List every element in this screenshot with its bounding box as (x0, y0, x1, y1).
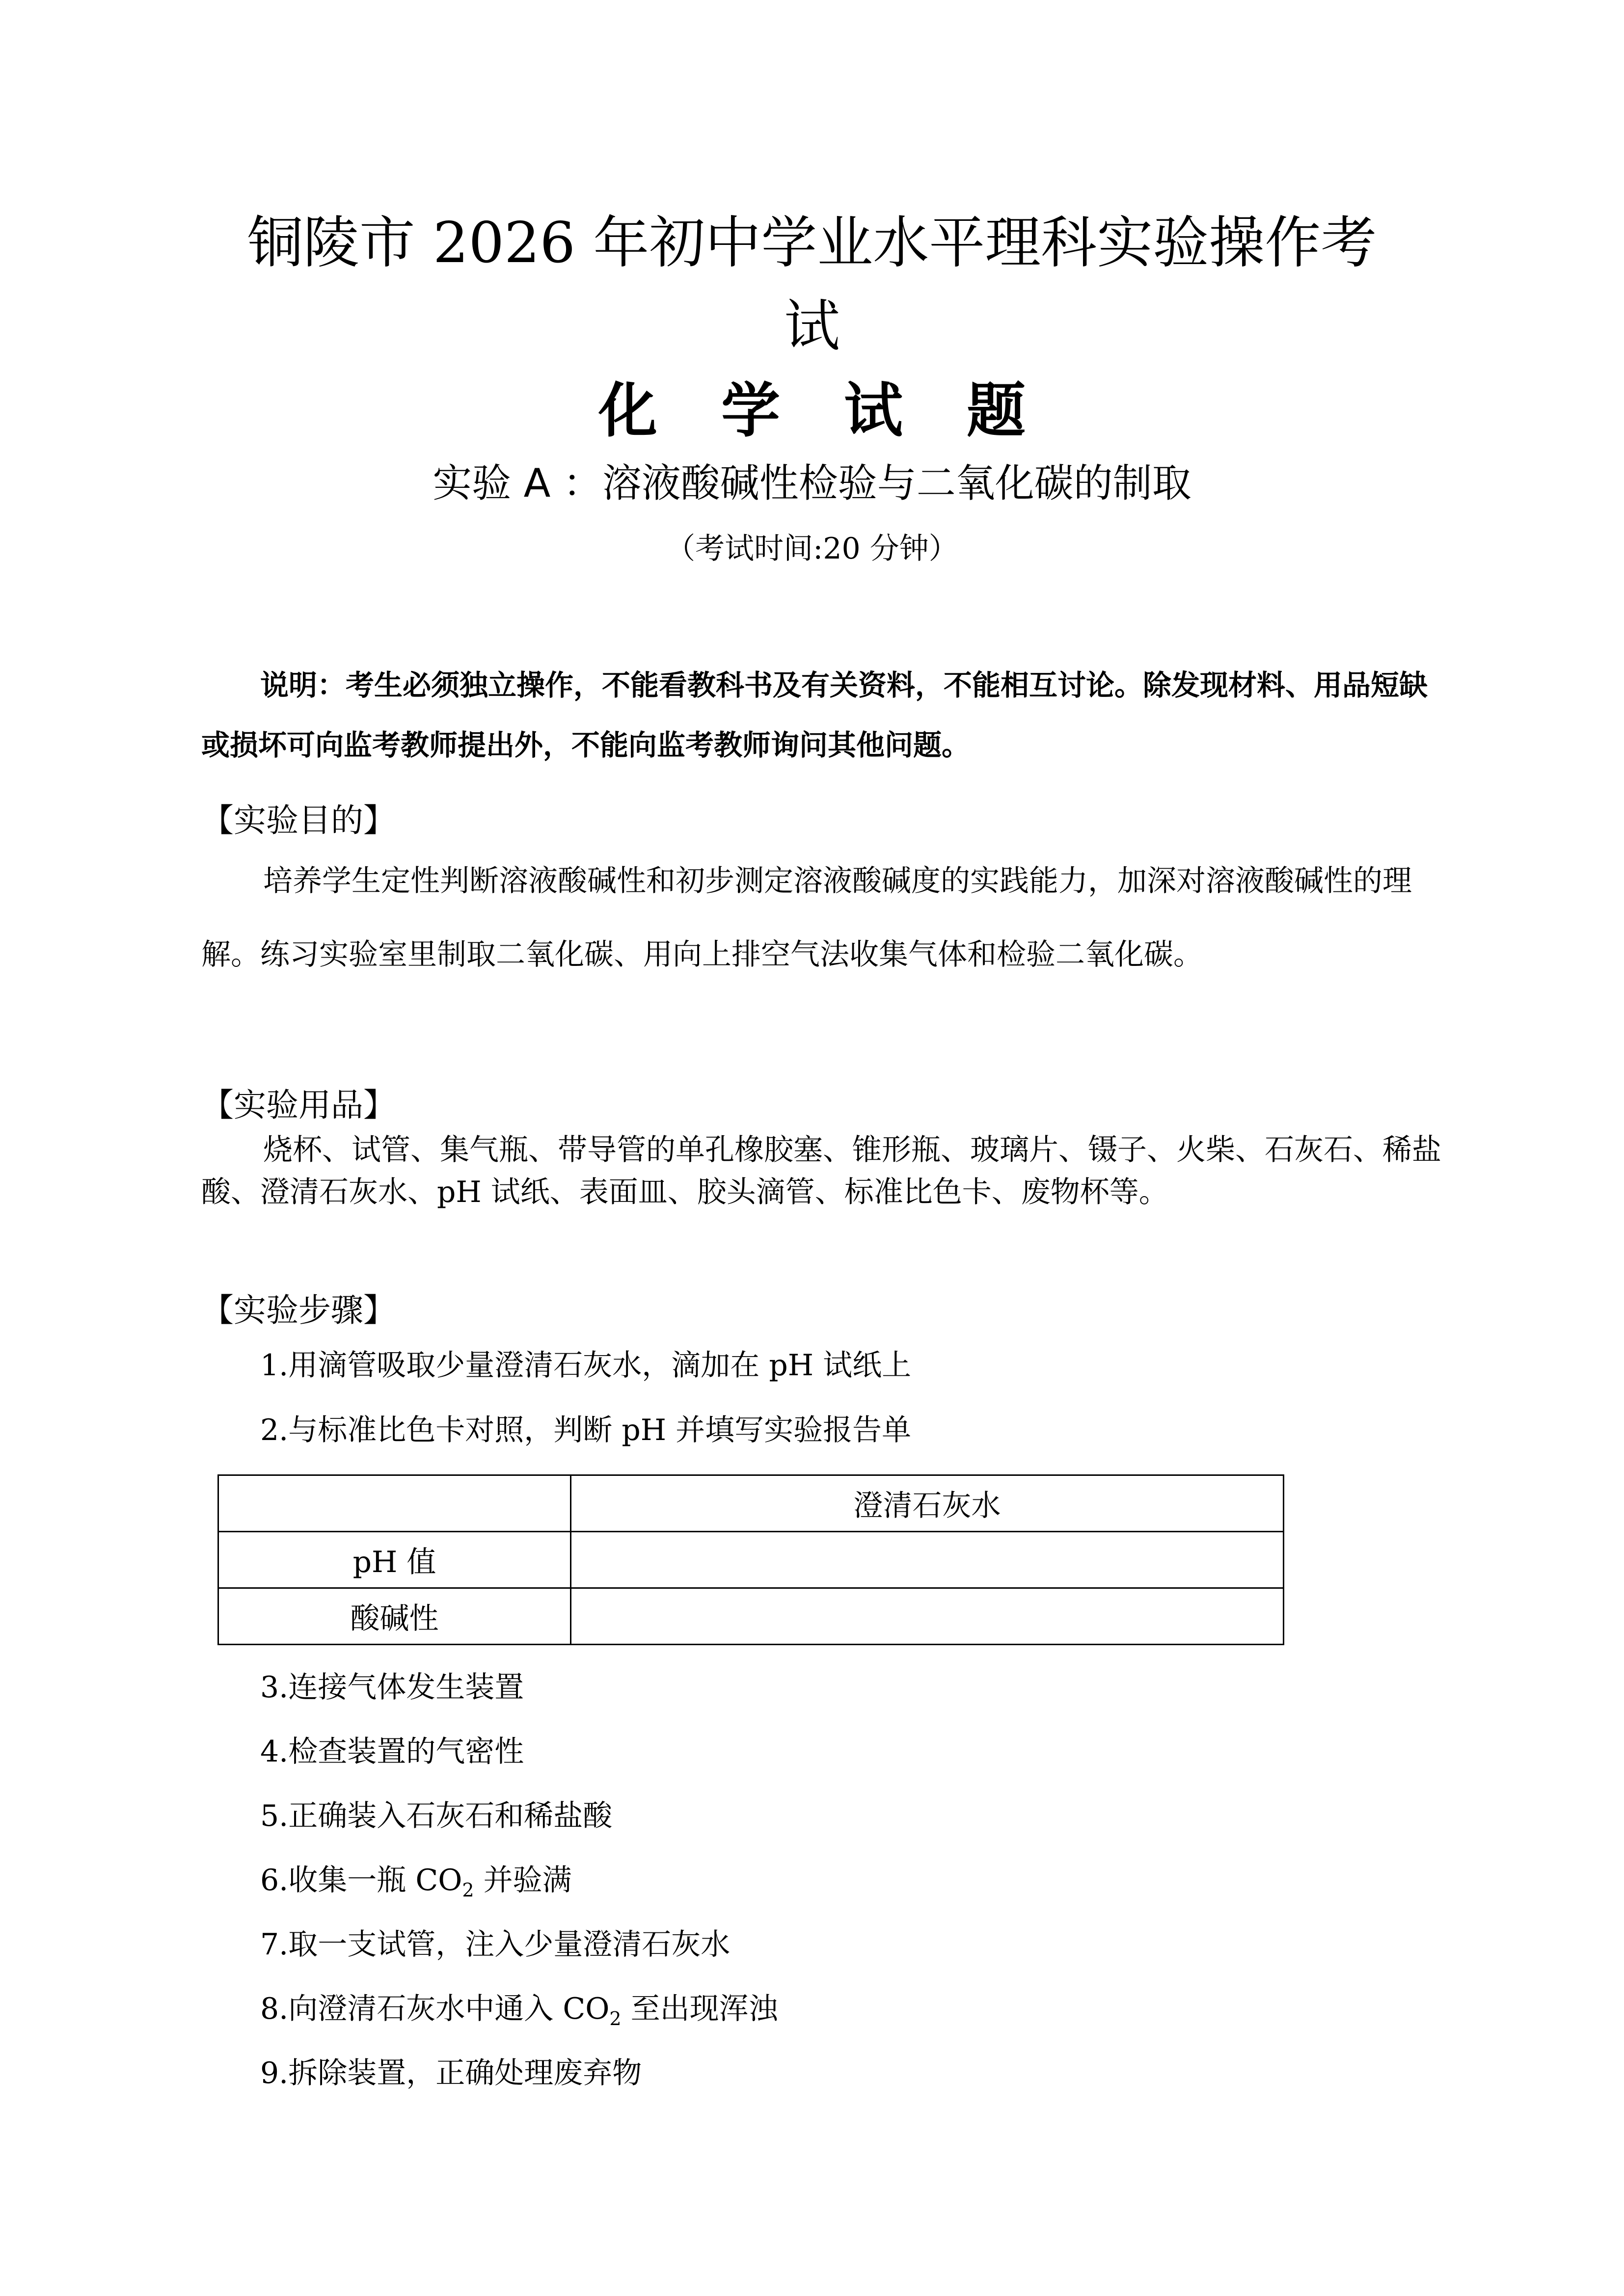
ph-label-cell: pH 值 (218, 1532, 571, 1588)
time-note: （考试时间:20 分钟） (666, 532, 958, 566)
exam-title-line1: 铜陵市 2026 年初中学业水平理科实验操作考 (247, 210, 1377, 275)
acidity-label-cell: 酸碱性 (218, 1588, 571, 1645)
subject-char: 学 (721, 377, 780, 445)
step-8 (260, 1991, 778, 2027)
materials-heading: 【实验用品】 (201, 1086, 396, 1124)
step-4: 4.检查装置的气密性 (260, 1735, 524, 1769)
table-header-empty-cell (218, 1475, 571, 1532)
subject-char: 题 (967, 377, 1026, 445)
step-1: 1.用滴管吸取少量澄清石灰水，滴加在 pH 试纸上 (260, 1348, 912, 1383)
purpose-heading: 【实验目的】 (201, 801, 396, 839)
subject-char: 试 (844, 377, 903, 445)
step-6 (260, 1863, 572, 1901)
subject-title (0, 377, 1624, 446)
report-table (217, 1474, 1284, 1645)
subject-char: 化 (598, 377, 657, 445)
step-6-subscript: 2 (462, 1879, 474, 1901)
step-6-text: 6.收集一瓶 CO (260, 1863, 462, 1897)
table-row-acidity (218, 1588, 1284, 1645)
step-8-subscript: 2 (609, 2008, 622, 2029)
steps-heading: 【实验步骤】 (201, 1291, 396, 1329)
table-header-row (218, 1475, 1284, 1532)
step-8-tail: 至出现浑浊 (621, 1992, 778, 2026)
step-7: 7.取一支试管，注入少量澄清石灰水 (260, 1927, 731, 1962)
purpose-body: 培养学生定性判断溶液酸碱性和初步测定溶液酸碱度的实践能力，加深对溶液酸碱性的理解。练习实验室里制取二氧化碳、用向上排空气法收集气体和检验二氧化碳。 (201, 864, 1412, 972)
step-8-text: 8.向澄清石灰水中通入 CO (260, 1992, 610, 2026)
materials-body: 烧杯、试管、集气瓶、带导管的单孔橡胶塞、锥形瓶、玻璃片、镊子、火柴、石灰石、稀盐酸、澄清石灰水、pH 试纸、表面皿、胶头滴管、标准比色卡、废物杯等。 (201, 1133, 1441, 1209)
table-header-solution-cell: 澄清石灰水 (571, 1475, 1284, 1532)
exam-title-line2: 试 (784, 294, 840, 359)
step-9: 9.拆除装置，正确处理废弃物 (260, 2056, 642, 2090)
step-2: 2.与标准比色卡对照，判断 pH 并填写实验报告单 (260, 1413, 912, 1447)
step-5: 5.正确装入石灰石和稀盐酸 (260, 1799, 613, 1833)
step-3: 3.连接气体发生装置 (260, 1670, 524, 1705)
instructions-note: 说明：考生必须独立操作，不能看教科书及有关资料，不能相互讨论。除发现材料、用品短缺或损坏可向监考教师提出外，不能向监考教师询问其他问题。 (201, 668, 1428, 762)
ph-value-cell[interactable] (571, 1532, 1284, 1588)
table-row-ph (218, 1532, 1284, 1588)
experiment-title: 实验 A ：溶液酸碱性检验与二氧化碳的制取 (433, 460, 1191, 506)
acidity-value-cell[interactable] (571, 1588, 1284, 1645)
step-6-tail: 并验满 (474, 1863, 572, 1897)
